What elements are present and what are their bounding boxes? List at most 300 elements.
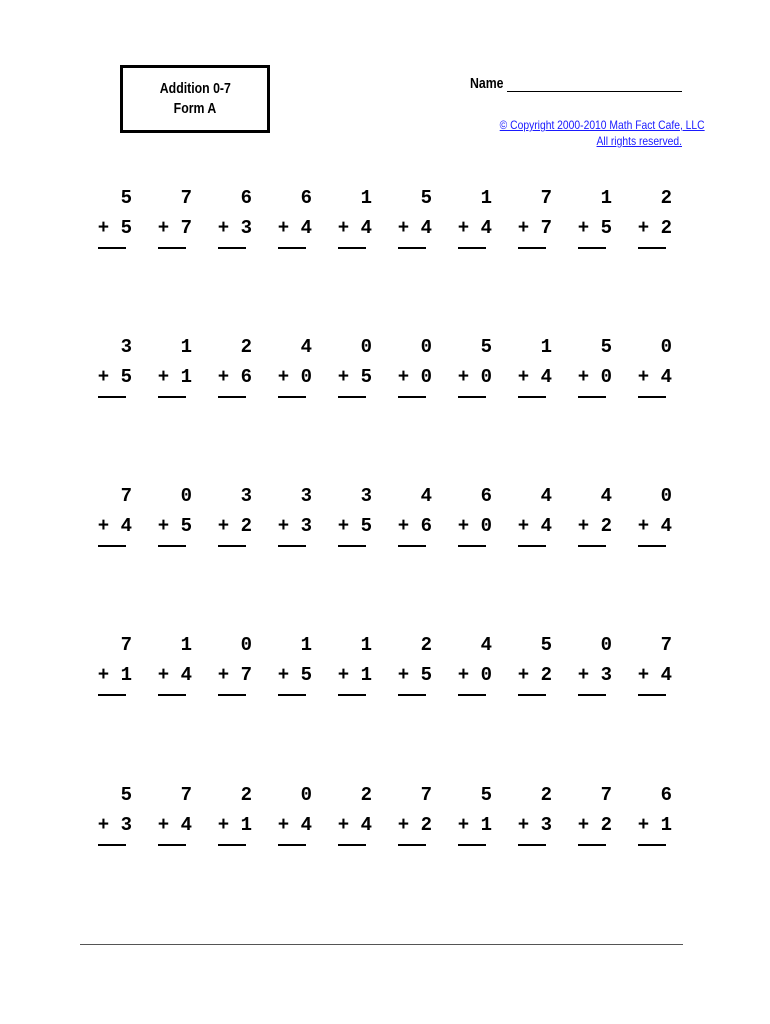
addend-top: 0 — [660, 336, 672, 358]
addend-top: 5 — [480, 784, 492, 806]
addend-top: 0 — [300, 784, 312, 806]
answer-line — [98, 396, 126, 398]
footer-rule — [80, 944, 683, 945]
plus-sign: + — [397, 515, 410, 537]
addend-top: 6 — [240, 187, 252, 209]
addend-bottom-value: 4 — [360, 217, 372, 239]
addend-bottom-value: 5 — [360, 366, 372, 388]
addition-problem — [578, 187, 618, 257]
addition-problem — [518, 187, 558, 257]
addend-bottom — [98, 515, 132, 537]
answer-line — [158, 396, 186, 398]
plus-sign: + — [577, 366, 590, 388]
addend-top: 4 — [300, 336, 312, 358]
addition-problem — [458, 784, 498, 854]
addend-bottom — [218, 515, 252, 537]
addend-bottom — [98, 814, 132, 836]
addend-top: 7 — [420, 784, 432, 806]
answer-line — [398, 844, 426, 846]
plus-sign: + — [637, 515, 650, 537]
addend-top: 4 — [540, 485, 552, 507]
addend-bottom-value: 4 — [360, 814, 372, 836]
addition-problem — [98, 187, 138, 257]
answer-line — [518, 545, 546, 547]
addend-bottom — [158, 515, 192, 537]
plus-sign: + — [577, 217, 590, 239]
addition-problem — [578, 634, 618, 704]
addend-top: 7 — [180, 784, 192, 806]
addend-bottom — [338, 366, 372, 388]
addend-bottom-value: 3 — [240, 217, 252, 239]
addend-bottom-value: 1 — [480, 814, 492, 836]
addition-problem — [338, 187, 378, 257]
addend-bottom-value: 2 — [240, 515, 252, 537]
plus-sign: + — [97, 515, 110, 537]
addend-bottom — [638, 366, 672, 388]
addend-bottom-value: 4 — [540, 366, 552, 388]
addend-top: 1 — [540, 336, 552, 358]
addition-problem — [518, 485, 558, 555]
addend-bottom — [218, 814, 252, 836]
plus-sign: + — [517, 515, 530, 537]
addend-bottom — [518, 664, 552, 686]
plus-sign: + — [217, 217, 230, 239]
addend-bottom — [638, 664, 672, 686]
addition-problem — [578, 784, 618, 854]
addend-top: 5 — [420, 187, 432, 209]
addend-bottom — [278, 664, 312, 686]
answer-line — [518, 694, 546, 696]
addition-problem — [278, 634, 318, 704]
addend-bottom — [278, 217, 312, 239]
plus-sign: + — [217, 515, 230, 537]
addition-problem — [278, 485, 318, 555]
addend-bottom-value: 2 — [540, 664, 552, 686]
answer-line — [338, 396, 366, 398]
addend-bottom — [638, 814, 672, 836]
addend-top: 6 — [480, 485, 492, 507]
addition-problem — [98, 336, 138, 406]
addition-problem — [158, 485, 198, 555]
addend-bottom — [518, 515, 552, 537]
addend-bottom-value: 2 — [660, 217, 672, 239]
addend-bottom — [458, 366, 492, 388]
answer-line — [278, 694, 306, 696]
addition-problem — [158, 336, 198, 406]
plus-sign: + — [277, 217, 290, 239]
plus-sign: + — [277, 366, 290, 388]
addend-top: 4 — [480, 634, 492, 656]
plus-sign: + — [637, 366, 650, 388]
addition-problem — [638, 485, 678, 555]
addition-problem — [218, 784, 258, 854]
answer-line — [398, 545, 426, 547]
plus-sign: + — [637, 814, 650, 836]
answer-line — [278, 545, 306, 547]
name-label: Name — [470, 75, 504, 92]
addition-problem — [98, 784, 138, 854]
plus-sign: + — [577, 814, 590, 836]
addend-bottom-value: 4 — [660, 515, 672, 537]
addend-top: 2 — [240, 336, 252, 358]
addend-top: 3 — [360, 485, 372, 507]
addend-bottom-value: 4 — [120, 515, 132, 537]
addition-problem — [278, 336, 318, 406]
addend-bottom-value: 5 — [360, 515, 372, 537]
addition-problem — [518, 784, 558, 854]
addend-bottom-value: 4 — [300, 217, 312, 239]
addend-bottom — [458, 664, 492, 686]
plus-sign: + — [397, 664, 410, 686]
addition-problem — [98, 634, 138, 704]
plus-sign: + — [97, 217, 110, 239]
answer-line — [338, 844, 366, 846]
plus-sign: + — [457, 814, 470, 836]
addend-bottom-value: 5 — [120, 217, 132, 239]
plus-sign: + — [397, 814, 410, 836]
answer-line — [278, 396, 306, 398]
addition-problem — [98, 485, 138, 555]
plus-sign: + — [337, 366, 350, 388]
answer-line — [98, 844, 126, 846]
addend-bottom-value: 5 — [600, 217, 612, 239]
addend-top: 7 — [120, 634, 132, 656]
answer-line — [458, 844, 486, 846]
answer-line — [578, 396, 606, 398]
addend-bottom-value: 6 — [420, 515, 432, 537]
addend-bottom — [278, 515, 312, 537]
addition-problem — [398, 485, 438, 555]
answer-line — [278, 247, 306, 249]
addition-problem — [218, 485, 258, 555]
answer-line — [578, 844, 606, 846]
answer-line — [218, 545, 246, 547]
addend-bottom-value: 4 — [660, 366, 672, 388]
addition-problem — [638, 336, 678, 406]
addend-bottom-value: 3 — [600, 664, 612, 686]
addend-bottom-value: 4 — [300, 814, 312, 836]
addend-bottom — [518, 814, 552, 836]
worksheet-title: Addition 0-7 — [159, 80, 231, 97]
addend-top: 0 — [240, 634, 252, 656]
addition-problem — [398, 187, 438, 257]
answer-line — [218, 247, 246, 249]
addend-top: 1 — [360, 187, 372, 209]
plus-sign: + — [517, 814, 530, 836]
addend-bottom-value: 1 — [240, 814, 252, 836]
addend-top: 4 — [600, 485, 612, 507]
answer-line — [638, 545, 666, 547]
plus-sign: + — [217, 366, 230, 388]
addition-problem — [398, 634, 438, 704]
answer-line — [458, 694, 486, 696]
addend-bottom-value: 0 — [480, 366, 492, 388]
addition-problem — [638, 784, 678, 854]
addend-bottom — [398, 366, 432, 388]
plus-sign: + — [277, 664, 290, 686]
plus-sign: + — [517, 217, 530, 239]
addend-bottom-value: 1 — [660, 814, 672, 836]
addend-bottom — [218, 217, 252, 239]
addition-problem — [278, 784, 318, 854]
addend-bottom-value: 5 — [420, 664, 432, 686]
addend-bottom — [338, 664, 372, 686]
worksheet-form: Form A — [173, 100, 217, 117]
addend-top: 1 — [180, 336, 192, 358]
plus-sign: + — [97, 366, 110, 388]
addend-bottom — [518, 217, 552, 239]
addition-problem — [578, 485, 618, 555]
addend-bottom-value: 7 — [180, 217, 192, 239]
answer-line — [338, 694, 366, 696]
addition-problem — [158, 784, 198, 854]
rights-reserved-link[interactable]: All rights reserved. — [596, 134, 682, 148]
addend-bottom — [338, 515, 372, 537]
plus-sign: + — [637, 664, 650, 686]
addend-top: 4 — [420, 485, 432, 507]
addend-bottom — [338, 217, 372, 239]
answer-line — [518, 247, 546, 249]
plus-sign: + — [397, 217, 410, 239]
answer-line — [458, 247, 486, 249]
addend-bottom — [398, 664, 432, 686]
plus-sign: + — [577, 664, 590, 686]
addend-bottom — [638, 217, 672, 239]
answer-line — [398, 694, 426, 696]
addend-bottom — [158, 366, 192, 388]
addition-problem — [338, 784, 378, 854]
addend-bottom — [158, 814, 192, 836]
addend-bottom — [98, 366, 132, 388]
addition-problem — [578, 336, 618, 406]
addend-top: 0 — [600, 634, 612, 656]
addend-top: 1 — [360, 634, 372, 656]
plus-sign: + — [457, 515, 470, 537]
plus-sign: + — [397, 366, 410, 388]
addend-top: 1 — [300, 634, 312, 656]
answer-line — [338, 545, 366, 547]
addend-top: 0 — [360, 336, 372, 358]
plus-sign: + — [337, 217, 350, 239]
addend-bottom-value: 7 — [240, 664, 252, 686]
plus-sign: + — [97, 664, 110, 686]
addition-problem — [398, 336, 438, 406]
plus-sign: + — [517, 664, 530, 686]
plus-sign: + — [157, 366, 170, 388]
addition-problem — [458, 336, 498, 406]
addition-problem — [338, 634, 378, 704]
answer-line — [218, 396, 246, 398]
plus-sign: + — [157, 217, 170, 239]
addend-top: 1 — [180, 634, 192, 656]
addend-bottom-value: 2 — [600, 515, 612, 537]
addend-bottom — [398, 217, 432, 239]
addend-top: 1 — [480, 187, 492, 209]
copyright-link[interactable]: © Copyright 2000-2010 Math Fact Cafe, LLC — [499, 118, 705, 132]
addend-top: 3 — [300, 485, 312, 507]
addend-top: 2 — [420, 634, 432, 656]
addend-bottom-value: 0 — [300, 366, 312, 388]
addend-bottom — [578, 515, 612, 537]
plus-sign: + — [217, 814, 230, 836]
addend-bottom — [458, 515, 492, 537]
addend-bottom — [578, 366, 612, 388]
plus-sign: + — [337, 814, 350, 836]
addend-bottom-value: 4 — [660, 664, 672, 686]
addend-bottom-value: 2 — [600, 814, 612, 836]
answer-line — [158, 247, 186, 249]
addition-problem — [518, 336, 558, 406]
addend-top: 7 — [600, 784, 612, 806]
addend-bottom-value: 4 — [480, 217, 492, 239]
addend-bottom-value: 5 — [180, 515, 192, 537]
addition-problem — [458, 634, 498, 704]
addend-bottom-value: 0 — [420, 366, 432, 388]
addend-top: 2 — [660, 187, 672, 209]
addend-bottom-value: 0 — [480, 515, 492, 537]
addend-top: 3 — [240, 485, 252, 507]
plus-sign: + — [217, 664, 230, 686]
addition-problem — [158, 187, 198, 257]
answer-line — [98, 694, 126, 696]
addend-bottom — [398, 515, 432, 537]
answer-line — [578, 694, 606, 696]
addend-bottom — [518, 366, 552, 388]
addend-top: 1 — [600, 187, 612, 209]
addition-problem — [338, 336, 378, 406]
addend-bottom-value: 3 — [540, 814, 552, 836]
plus-sign: + — [157, 664, 170, 686]
addend-top: 7 — [120, 485, 132, 507]
addend-bottom — [578, 217, 612, 239]
plus-sign: + — [577, 515, 590, 537]
answer-line — [458, 545, 486, 547]
addend-bottom-value: 4 — [180, 664, 192, 686]
addend-bottom-value: 7 — [540, 217, 552, 239]
addend-top: 5 — [600, 336, 612, 358]
answer-line — [338, 247, 366, 249]
addition-problem — [398, 784, 438, 854]
plus-sign: + — [157, 515, 170, 537]
answer-line — [98, 247, 126, 249]
addend-top: 7 — [540, 187, 552, 209]
addend-top: 5 — [120, 784, 132, 806]
plus-sign: + — [457, 366, 470, 388]
addend-top: 0 — [180, 485, 192, 507]
addend-top: 7 — [660, 634, 672, 656]
addition-problem — [638, 187, 678, 257]
addition-problem — [338, 485, 378, 555]
addend-top: 0 — [660, 485, 672, 507]
answer-line — [98, 545, 126, 547]
addend-bottom — [338, 814, 372, 836]
addend-bottom-value: 3 — [120, 814, 132, 836]
answer-line — [578, 247, 606, 249]
addend-bottom — [278, 366, 312, 388]
addend-top: 3 — [120, 336, 132, 358]
addend-bottom-value: 4 — [540, 515, 552, 537]
addend-bottom-value: 4 — [420, 217, 432, 239]
addend-top: 6 — [300, 187, 312, 209]
addend-bottom — [98, 664, 132, 686]
addend-top: 2 — [540, 784, 552, 806]
addend-bottom-value: 0 — [480, 664, 492, 686]
addend-top: 0 — [420, 336, 432, 358]
addend-bottom-value: 1 — [360, 664, 372, 686]
answer-line — [638, 247, 666, 249]
addition-problem — [458, 187, 498, 257]
answer-line — [158, 844, 186, 846]
addend-top: 6 — [660, 784, 672, 806]
addend-bottom — [398, 814, 432, 836]
answer-line — [398, 247, 426, 249]
answer-line — [638, 694, 666, 696]
answer-line — [398, 396, 426, 398]
addend-bottom-value: 1 — [180, 366, 192, 388]
plus-sign: + — [97, 814, 110, 836]
addend-bottom-value: 1 — [120, 664, 132, 686]
answer-line — [158, 694, 186, 696]
addend-bottom — [638, 515, 672, 537]
addend-bottom-value: 3 — [300, 515, 312, 537]
addend-bottom-value: 6 — [240, 366, 252, 388]
answer-line — [518, 396, 546, 398]
plus-sign: + — [457, 664, 470, 686]
addition-problem — [218, 634, 258, 704]
addend-bottom-value: 4 — [180, 814, 192, 836]
addend-bottom — [458, 814, 492, 836]
addend-bottom-value: 0 — [600, 366, 612, 388]
addition-problem — [158, 634, 198, 704]
plus-sign: + — [157, 814, 170, 836]
addition-problem — [518, 634, 558, 704]
addend-bottom — [158, 664, 192, 686]
addition-problem — [278, 187, 318, 257]
answer-line — [578, 545, 606, 547]
plus-sign: + — [637, 217, 650, 239]
answer-line — [158, 545, 186, 547]
addend-bottom-value: 2 — [420, 814, 432, 836]
addend-bottom — [218, 366, 252, 388]
addend-bottom-value: 5 — [120, 366, 132, 388]
answer-line — [458, 396, 486, 398]
addition-problem — [218, 187, 258, 257]
plus-sign: + — [337, 515, 350, 537]
plus-sign: + — [517, 366, 530, 388]
answer-line — [638, 844, 666, 846]
addend-bottom — [158, 217, 192, 239]
addend-bottom — [458, 217, 492, 239]
plus-sign: + — [277, 515, 290, 537]
addition-problem — [458, 485, 498, 555]
plus-sign: + — [337, 664, 350, 686]
addend-bottom — [578, 664, 612, 686]
addend-bottom — [218, 664, 252, 686]
addend-top: 5 — [540, 634, 552, 656]
addend-bottom — [98, 217, 132, 239]
answer-line — [638, 396, 666, 398]
addend-top: 5 — [480, 336, 492, 358]
addend-bottom — [278, 814, 312, 836]
answer-line — [518, 844, 546, 846]
plus-sign: + — [457, 217, 470, 239]
addend-top: 2 — [240, 784, 252, 806]
plus-sign: + — [277, 814, 290, 836]
addend-bottom-value: 5 — [300, 664, 312, 686]
addend-top: 2 — [360, 784, 372, 806]
addend-bottom — [578, 814, 612, 836]
addition-problem — [218, 336, 258, 406]
